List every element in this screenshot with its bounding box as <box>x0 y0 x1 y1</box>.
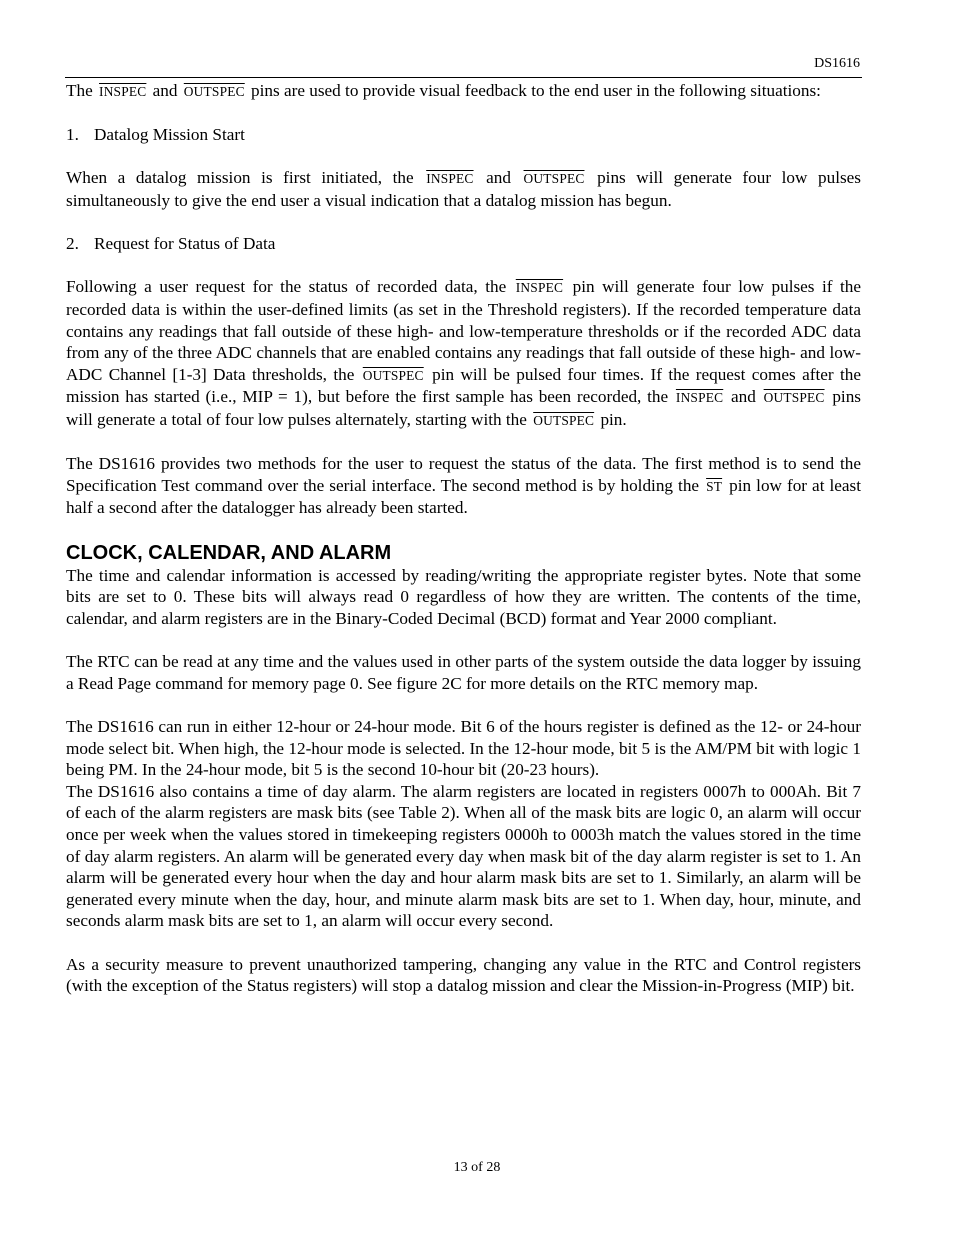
list-item-2: 2. Request for Status of Data <box>66 234 276 254</box>
page-content <box>66 80 861 997</box>
methods-paragraph: The DS1616 provides two methods for the user to request the status of the data. The first method is to send the Specification Test command over the serial interface. The second method is by holding the $\overline{ST}$ pin low for at least half a second after the datalogger has already been started. <box>66 454 861 518</box>
signal-st: $\overline{ST}$ <box>706 478 723 494</box>
status-request-paragraph: Following a user request for the status of recorded data, the INSPEC pin will generate four low pulses if the recorded data is within the user-defined limits (as set in the Threshold registers). If the recorded temperature data contains any readings that fall outside of these high- and low-temperature thresholds or if the recorded ADC data from any of the three ADC channels that are enabled contains any readings that fall outside of these high- and low-ADC Channel [1-3] Data thresholds, the OUTSPEC pin will be pulsed four times. If the request comes after the mission has started (i.e., MIP = 1), but before the first sample has been recorded, the INSPEC and OUTSPEC pins will generate a total of four low pulses alternately, starting with the OUTSPEC pin. <box>66 277 861 429</box>
signal-inspec: INSPEC <box>426 171 474 187</box>
header-rule <box>65 77 862 78</box>
signal-outspec: OUTSPEC <box>763 390 825 406</box>
clock-paragraph-1: The time and calendar information is accessed by reading/writing the appropriate register bytes. Note that some bits are set to 0. These bits will always read 0 regardless of how they are written. The contents of the time, calendar, and alarm registers are in the Binary-Coded Decimal (BCD) format and Year 2000 compliant. <box>66 565 861 629</box>
clock-paragraph-2: The RTC can be read at any time and the values used in other parts of the system outside the data logger by issuing a Read Page command for memory page 0. See figure 2C for more details on the RTC memory map. <box>66 652 861 693</box>
mission-start-paragraph: When a datalog mission is first initiated, the INSPEC and OUTSPEC pins will generate four low pulses simultaneously to give the end user a visual indication that a datalog mission has begun. <box>66 168 861 210</box>
document-id: DS1616 <box>814 56 860 71</box>
signal-outspec: OUTSPEC <box>183 84 245 99</box>
signal-inspec: INSPEC <box>99 84 147 99</box>
signal-inspec: INSPEC <box>675 390 724 406</box>
signal-outspec: OUTSPEC <box>523 171 585 187</box>
alarm-paragraph: The DS1616 also contains a time of day alarm. The alarm registers are located in registers 0007h to 000Ah. Bit 7 of each of the alarm registers are mask bits (see Table 2). When all of the mask bits are logic 0, an alarm will occur once per week when the values stored in timekeeping registers 0000h to 0003h match the values stored in the time of day alarm registers. An alarm will be generated every day when mask bit of the day alarm register is set to 1. An alarm will be generated every hour when the day and hour alarm mask bits are set to 1. Similarly, an alarm will be generated every minute when the day, hour, and minute alarm mask bits are set to 1. When day, hour, minute, and seconds alarm mask bits are set to 1, an alarm will occur every second. <box>66 781 861 931</box>
section-heading: CLOCK, CALENDAR, AND ALARM <box>66 541 392 564</box>
security-paragraph: As a security measure to prevent unauthorized tampering, changing any value in the RTC and Control registers (with the exception of the Status registers) will stop a datalog mission and clear the Mission-in-Progress (MIP) bit. <box>66 954 861 996</box>
list-item-1: 1. Datalog Mission Start <box>66 125 245 145</box>
intro-paragraph: The INSPEC and OUTSPEC pins are used to provide visual feedback to the end user in the following situations: <box>66 81 821 100</box>
signal-inspec: INSPEC <box>515 280 564 296</box>
page-number: 13 of 28 <box>453 1160 501 1175</box>
signal-outspec: OUTSPEC <box>362 367 424 383</box>
clock-paragraph-3: The DS1616 can run in either 12-hour or 24-hour mode. Bit 6 of the hours register is defined as the 12- or 24-hour mode select bit. When high, the 12-hour mode is selected. In the 12-hour mode, bit 5 is the AM/PM bit with logic 1 being PM. In the 24-hour mode, bit 5 is the second 10-hour bit (20-23 hours). <box>66 717 861 780</box>
signal-outspec: OUTSPEC <box>533 412 595 428</box>
